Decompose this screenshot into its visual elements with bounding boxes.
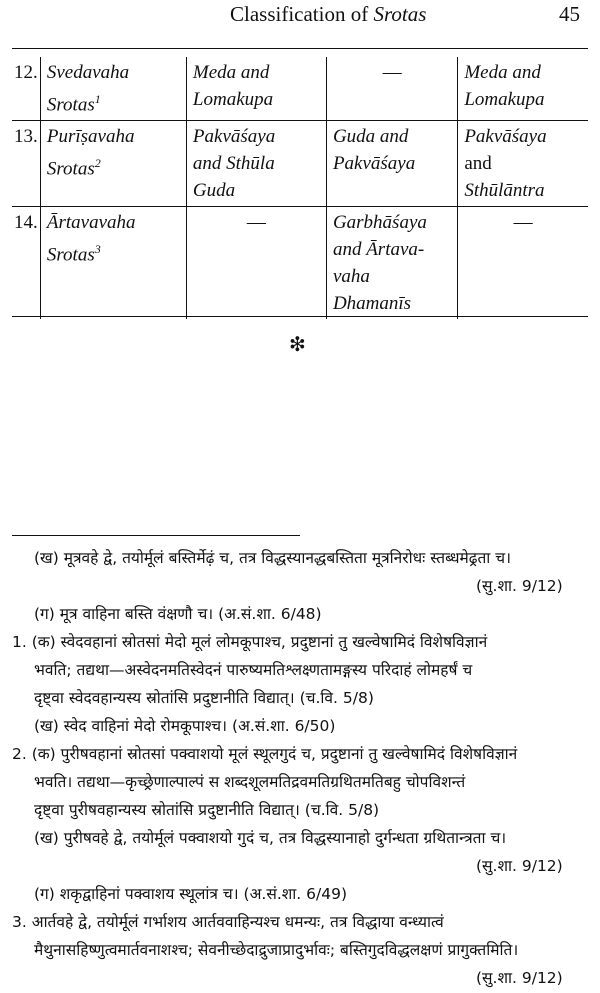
footnote-line: भवति। तद्यथा—कृच्छ्रेणाल्पाल्पं स शब्दशूलमतिद्रवमतिग्रथितमतिबहु चोपविशन्तं [34, 773, 466, 791]
footnote-line: (ख) स्वेद वाहिनां मेदो रोमकूपाश्च। (अ.सं.शा. 6/50) [34, 717, 336, 735]
table-cell: Guda and Pakvāśaya [326, 121, 457, 207]
table-top-rule [12, 48, 588, 49]
table-row [12, 207, 588, 320]
row-number: 12. [14, 62, 38, 83]
footnote-line: (ग) मूत्र वाहिना बस्ति वंक्षणौ च। (अ.सं.शा. 6/48) [34, 605, 322, 623]
footnote-line: दृष्ट्वा पुरीषवहान्यस्य स्रोतांसि प्रदुष्टानीति विद्यात्। (च.वि. 5/8) [34, 801, 380, 819]
table-cell: Garbhāśaya and Ārtava- vaha Dhamanīs [326, 207, 457, 320]
footnote-1: 1. (क) स्वेदवहानां स्रोतसां मेदो मूलं लोमकूपाश्च, प्रदुष्टानां तु खल्वेषामिदं विशेषविज्ञानं [12, 633, 488, 651]
srotas-name-cell: Svedavaha Srotas$^1$ [40, 57, 186, 121]
footnote-citation: (सु.शा. 9/12) [476, 577, 563, 595]
row-number: 14. [12, 207, 40, 320]
table-cell: Meda and Lomakupa [186, 57, 326, 121]
footnote-line: (ख) मूत्रवहे द्वे, तयोर्मूलं बस्तिर्मेढ़ं च, तत्र विद्धस्यानद्धबस्तिता मूत्रनिरोधः स्तब्धमेढ्रता च। [34, 549, 511, 567]
footnote-3: 3. आर्तवहे द्वे, तयोर्मूलं गर्भाशय आर्तववाहिन्यश्च धमन्यः, तत्र विद्धाया वन्ध्यात्वं [12, 913, 444, 931]
table-cell: Meda and Lomakupa [464, 62, 545, 110]
srotas-name-cell: Purīṣavaha Srotas$^2$ [40, 121, 186, 207]
table-cell: Pakvāśaya and Sthūla Guda [186, 121, 326, 207]
footnote-line: (ग) शकृद्वाहिनां पक्वाशय स्थूलांत्र च। (अ.सं.शा. 6/49) [34, 885, 348, 903]
srotas-table [12, 57, 588, 319]
section-ornament-icon: ❇ [289, 334, 306, 356]
table-row [12, 121, 588, 207]
table-cell: — [326, 57, 457, 121]
footnote-line: मैथुनासहिष्णुत्वमार्तवनाशश्च; सेवनीच्छेदाद्रुजाप्रादुर्भावः; बस्तिगुदविद्धलक्षणं प्रागुक्तमिति। [34, 941, 519, 959]
footnote-line: दृष्ट्वा स्वेदवहान्यस्य स्रोतांसि प्रदुष्टानीति विद्यात्। (च.वि. 5/8) [34, 689, 374, 707]
table-row [12, 57, 588, 121]
footnote-citation: (सु.शा. 9/12) [476, 857, 563, 875]
table-cell: — [186, 207, 326, 320]
footnote-line: (ख) पुरीषवहे द्वे, तयोर्मूलं पक्वाशयो गुदं च, तत्र विद्धस्यानाहो दुर्गन्धता ग्रथितान्त्रता च। [34, 829, 507, 847]
footnote-citation: (सु.शा. 9/12) [476, 969, 563, 987]
page-number: 45 [559, 2, 580, 26]
running-title: Classification of Srotas [230, 2, 427, 26]
footnote-2: 2. (क) पुरीषवहानां स्रोतसां पक्वाशयो मूलं स्थूलगुदं च, प्रदुष्टानां तु खल्वेषामिदं विशेषविज्ञानं [12, 745, 518, 763]
table-cell: Pakvāśaya and Sthūlāntra [458, 121, 588, 207]
footnote-line: भवति; तद्यथा—अस्वेदनमतिस्वेदनं पारुष्यमतिश्लक्ष्णतामङ्गस्य परिदाहं लोमहर्षं च [34, 661, 473, 679]
table-bottom-rule [12, 316, 588, 317]
srotas-name-cell: Ārtavavaha Srotas$^3$ [40, 207, 186, 320]
footnote-separator [12, 535, 300, 536]
row-number: 13. [12, 121, 40, 207]
table-cell: — [458, 207, 588, 320]
page-header [0, 0, 600, 40]
